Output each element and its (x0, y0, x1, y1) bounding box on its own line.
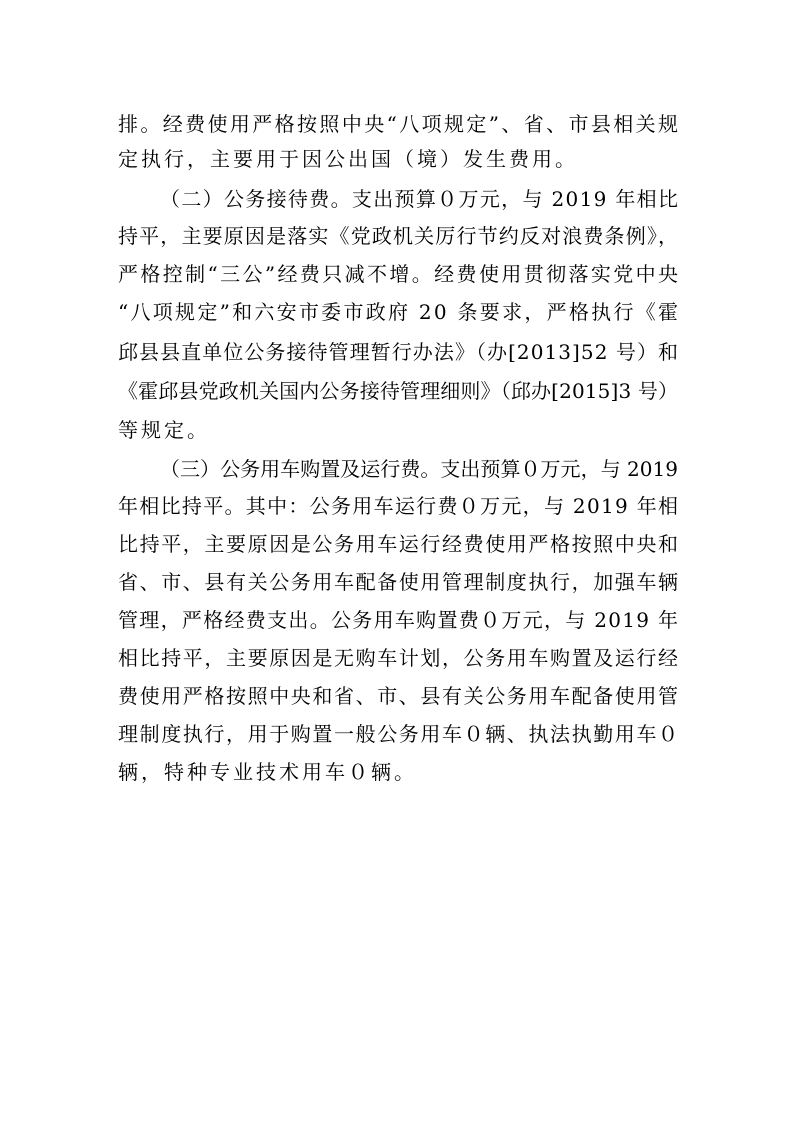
paragraph-line: 定执行，主要用于因公出国（境）发生费用。 (118, 147, 578, 171)
paragraph-line: （三）公务用车购置及运行费。支出预算０万元，与 2019 (160, 457, 679, 481)
paragraph-line: 辆，特种专业技术用车０辆。 (118, 760, 417, 784)
paragraph-line: （二）公务接待费。支出预算０万元，与 2019 年相比 (160, 187, 680, 211)
paragraph-line: 邱县县直单位公务接待管理暂行办法》（办[2013]52 号）和 (118, 340, 680, 364)
paragraph-line: “八项规定”和六安市委市政府 20 条要求，严格执行《霍 (118, 300, 681, 324)
paragraph-line: 持平，主要原因是落实《党政机关厉行节约反对浪费条例》， (118, 224, 680, 248)
paragraph-line: 比持平，主要原因是公务用车运行经费使用严格按照中央和 (118, 532, 680, 556)
paragraph-line: 相比持平，主要原因是无购车计划，公务用车购置及运行经 (118, 646, 680, 670)
paragraph-line: 排。经费使用严格按照中央“八项规定”、省、市县相关规 (118, 112, 681, 136)
paragraph-line: 严格控制“三公”经费只减不增。经费使用贯彻落实党中央 (118, 262, 681, 286)
paragraph-line: 省、市、县有关公务用车配备使用管理制度执行，加强车辆 (118, 570, 680, 594)
paragraph-line: 《霍邱县党政机关国内公务接待管理细则》（邱办[2015]3 号） (118, 379, 679, 403)
paragraph-line: 等规定。 (118, 418, 210, 442)
paragraph-line: 管理，严格经费支出。公务用车购置费０万元，与 2019 年 (118, 608, 680, 632)
paragraph-line: 理制度执行，用于购置一般公务用车０辆、执法执勤用车０ (118, 722, 680, 746)
paragraph-line: 费使用严格按照中央和省、市、县有关公务用车配备使用管 (118, 684, 680, 708)
paragraph-line: 年相比持平。其中：公务用车运行费０万元，与 2019 年相 (118, 494, 680, 518)
